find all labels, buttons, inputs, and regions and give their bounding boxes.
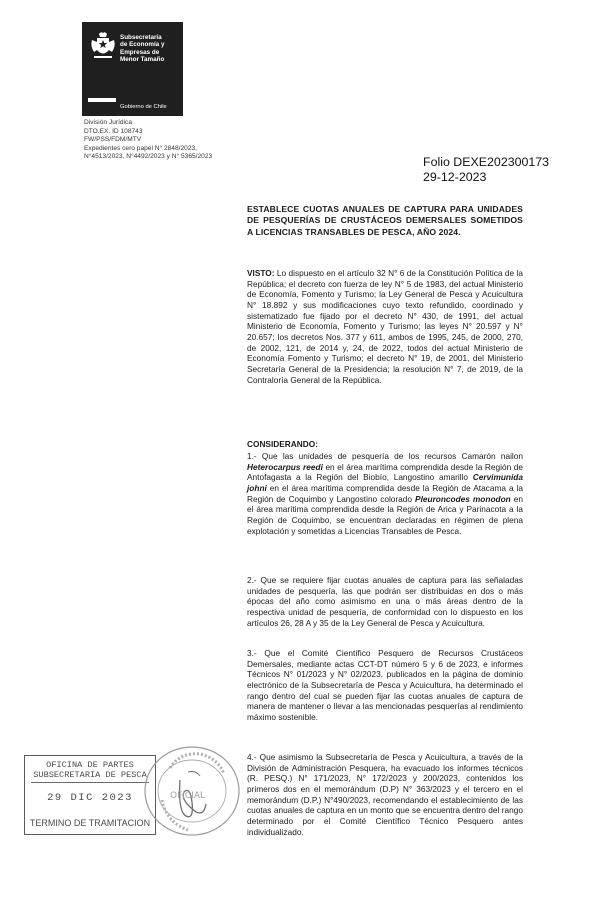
- logo-line-4: Menor Tamaño: [120, 56, 165, 64]
- stamp-office: OFICINA DE PARTES: [46, 760, 134, 770]
- logo-line-3: Empresas de: [120, 48, 160, 56]
- stamp-divider: [31, 782, 149, 783]
- visto-label: VISTO:: [247, 268, 275, 278]
- logo-line-2: de Economía y: [120, 41, 165, 49]
- species-name-3: Pleuroncodes monodon: [415, 493, 511, 504]
- stamp-subsecretaria: SUBSECRETARIA DE PESCA: [33, 770, 147, 780]
- document-references: [84, 119, 212, 162]
- official-seal-signature: [140, 742, 244, 840]
- considerando-4: 4.- Que asimismo la Subsecretaría de Pesca y Acuicultura, a través de la División de Administración Pesquera, ha evacuado los informes técnicos (R. PESQ.) N° 171/2023, N° 172/2023 y 200/2023, contenidos los primeros dos en el memorándum (D.P) N° 363/2023 y el tercero en el memorándum (D.P.) N°490/2023, recomendando el establecimiento de las cuotas anuales de captura en un monto que se encuentra dentro del rango determinado por el Comité Científico Técnico Pesquero antes individualizado.: [247, 752, 523, 837]
- considerando-2: 2.- Que se requiere fijar cuotas anuales de captura para las señaladas unidades de pesquería, las que podrán ser distribuidas en dos o más épocas del año como asimismo en una o más áreas dentro de la respectiva unidad de pesquería, de conformidad con lo dispuesto en los artículos 26, 28 A y 35 de la Ley General de Pesca y Acuicultura.: [247, 575, 523, 628]
- considerando-heading: CONSIDERANDO:: [247, 439, 318, 449]
- stamp-status: TERMINO DE TRAMITACION: [29, 818, 151, 828]
- meta-line: DTO.EX. ID 108743: [84, 127, 143, 135]
- stamp-date: 29 DIC 2023: [47, 792, 133, 804]
- c1-text-4: en el área marítima comprendida desde la Región de Arica y Parinacota a la Región de Coquimbo, se encuentran declaradas en régimen de plena explotación y sometidas a Licencias Transables de Pesca.: [247, 493, 523, 536]
- svg-text:OFICIAL: OFICIAL: [170, 791, 206, 801]
- species-name-1: Heterocarpus reedi: [247, 461, 323, 472]
- species-name-2: Cervimunida johni: [247, 472, 523, 493]
- ministry-logo: [82, 22, 183, 116]
- considerando-1: [247, 451, 523, 536]
- logo-line-1: Subsecretaría: [120, 34, 162, 41]
- c1-text-1: 1.- Que las unidades de pesquería de los recursos Camarón nailon: [247, 451, 523, 461]
- folio-date: 29-12-2023: [423, 170, 487, 184]
- logo-flag-bar: [88, 98, 116, 102]
- meta-line: División Jurídica: [84, 119, 133, 126]
- c1-text-2: en el área marítima comprendida desde la Región de Antofagasta a la Región del Biobío, Langostino amarillo: [247, 461, 524, 483]
- resolution-title: ESTABLECE CUOTAS ANUALES DE CAPTURA PARA UNIDADES DE PESQUERÍAS DE CRUSTÁCEOS DEMERSALES SOMETIDOS A LICENCIAS TRANSABLES DE PESCA, AÑO 2024.: [247, 204, 523, 237]
- considerando-3: 3.- Que el Comité Científico Pesquero de Recursos Crustáceos Demersales, mediante actas CCT-DT número 5 y 6 de 2023, e informes Técnicos N° 01/2023 y N° 02/2023, publicados en la página de dominio electrónico de la Subsecretaría de Pesca y Acuicultura, ha determinado el rango dentro del cual se pueden fijar las cuotas anuales de captura de manera de mantener o llevar a las mencionadas pesquerías al rendimiento máximo sostenible.: [247, 648, 523, 722]
- meta-line: Expedientes cero papel N° 2848/2023,: [84, 144, 197, 152]
- c1-text-3: en el área marítima comprendida desde la Región de Atacama a la Región de Coquimbo y Langostino colorado: [247, 482, 523, 504]
- visto-paragraph: [247, 268, 523, 385]
- coat-of-arms-icon: [88, 30, 118, 62]
- visto-text: Lo dispuesto en el artículo 32 N° 6 de la Constitución Política de la República; el decreto con fuerza de ley N° 5 de 1983, del actual Ministerio de Economía, Fomento y Turismo; la Ley General de Pesca y Acuicultura N° 18.892 y sus modificaciones cuyo texto refundido, coordinado y sistematizado fue fijado por el decreto N° 430, de 1991, del actual Ministerio de Economía, Fomento y Turismo; las leyes N° 20.597 y N° 20.657; los decretos Nos. 377 y 611, ambos de 1995, 245, de 2000, 270, de 2002, 121, de 2014 y, 24, de 2022, todos del actual Ministerio de Economía Fomento y Turismo; el decreto N° 19, de 2001, del Ministerio Secretaría General de la Presidencia; la resolución N° 7, de 2019, de la Contraloría General de la República.: [247, 268, 523, 385]
- reception-stamp: [24, 755, 156, 835]
- folio-number: Folio DEXE202300173: [423, 155, 550, 169]
- meta-line: FW/PSS/FDM/MTV: [84, 136, 142, 144]
- folio-block: [423, 155, 549, 185]
- logo-gobierno: Gobierno de Chile: [120, 104, 167, 110]
- meta-line: N°4513/2023, N°4492/2023 y N° 5365/2023: [84, 153, 213, 161]
